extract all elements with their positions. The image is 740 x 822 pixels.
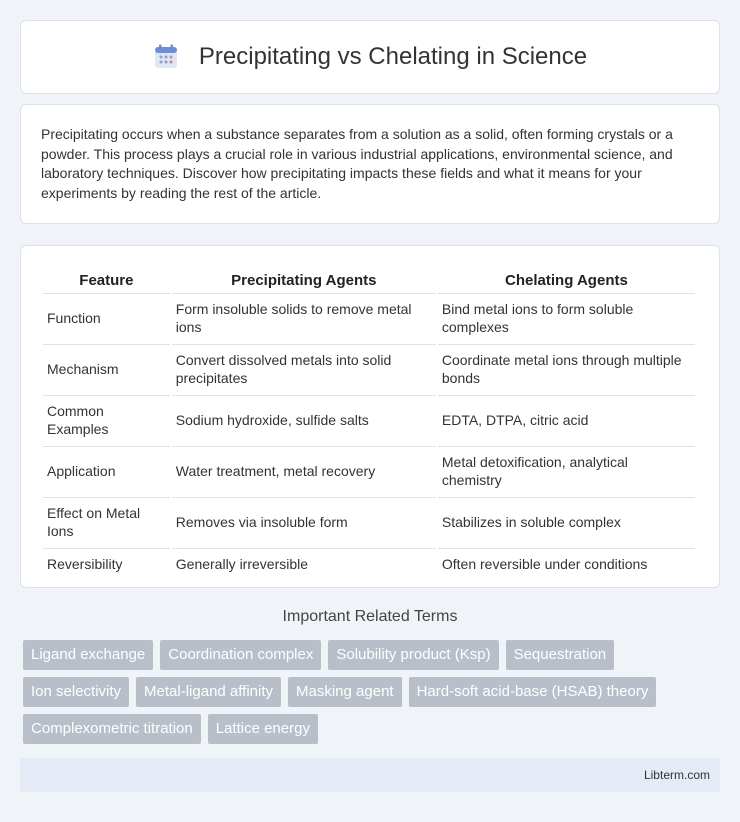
related-terms-list xyxy=(23,640,723,751)
tag-sequestration[interactable]: Sequestration xyxy=(506,640,615,670)
page-header xyxy=(20,20,720,94)
footer xyxy=(20,758,720,792)
table-cell: Water treatment, metal recovery xyxy=(172,446,436,495)
table-cell: Effect on Metal Ions xyxy=(43,497,170,546)
table-row xyxy=(43,446,695,495)
table-cell: Stabilizes in soluble complex xyxy=(438,497,695,546)
table-row xyxy=(43,548,695,579)
comparison-card xyxy=(20,245,720,588)
table-header: Precipitating Agents xyxy=(231,272,377,289)
table-header: Chelating Agents xyxy=(505,272,628,289)
table-row xyxy=(43,293,695,342)
table-header: Feature xyxy=(79,272,134,289)
table-cell: Reversibility xyxy=(43,548,170,579)
tag-metal-ligand-affinity[interactable]: Metal-ligand affinity xyxy=(136,677,281,707)
table-cell: Coordinate metal ions through multiple bonds xyxy=(438,344,695,393)
table-cell: Removes via insoluble form xyxy=(172,497,436,546)
table-cell: EDTA, DTPA, citric acid xyxy=(438,395,695,444)
table-row xyxy=(43,344,695,393)
table-cell: Mechanism xyxy=(43,344,170,393)
tag-coordination-complex[interactable]: Coordination complex xyxy=(160,640,321,670)
footer-link[interactable]: Libterm.com xyxy=(643,768,710,782)
intro-text: Precipitating occurs when a substance separates from a solution as a solid, often forming crystals or a powder. This process plays a crucial role in various industrial applications, environmental science, and laboratory techniques. Discover how precipitating impacts these fields and what it means for your experiments by reading the rest of the article. xyxy=(41,126,673,201)
tag-masking-agent[interactable]: Masking agent xyxy=(288,677,402,707)
calendar-icon xyxy=(153,44,179,70)
tag-complexometric-titration[interactable]: Complexometric titration xyxy=(23,714,201,744)
table-cell: Metal detoxification, analytical chemistry xyxy=(438,446,695,495)
related-terms-title: Important Related Terms xyxy=(282,608,458,625)
table-cell: Generally irreversible xyxy=(172,548,436,579)
table-row xyxy=(43,497,695,546)
comparison-table xyxy=(41,266,697,581)
table-cell: Bind metal ions to form soluble complexes xyxy=(438,293,695,342)
intro-card xyxy=(20,104,720,224)
page-title: Precipitating vs Chelating in Science xyxy=(198,43,588,70)
table-cell: Often reversible under conditions xyxy=(438,548,695,579)
tag-lattice-energy[interactable]: Lattice energy xyxy=(208,714,318,744)
table-cell: Common Examples xyxy=(43,395,170,444)
tag-ion-selectivity[interactable]: Ion selectivity xyxy=(23,677,129,707)
table-cell: Application xyxy=(43,446,170,495)
tag-ligand-exchange[interactable]: Ligand exchange xyxy=(23,640,153,670)
table-cell: Convert dissolved metals into solid precipitates xyxy=(172,344,436,393)
table-cell: Function xyxy=(43,293,170,342)
tag-hsab-theory[interactable]: Hard-soft acid-base (HSAB) theory xyxy=(409,677,657,707)
tag-solubility-product[interactable]: Solubility product (Ksp) xyxy=(328,640,498,670)
table-cell: Form insoluble solids to remove metal ions xyxy=(172,293,436,342)
table-cell: Sodium hydroxide, sulfide salts xyxy=(172,395,436,444)
table-header-row xyxy=(43,268,695,291)
table-row xyxy=(43,395,695,444)
